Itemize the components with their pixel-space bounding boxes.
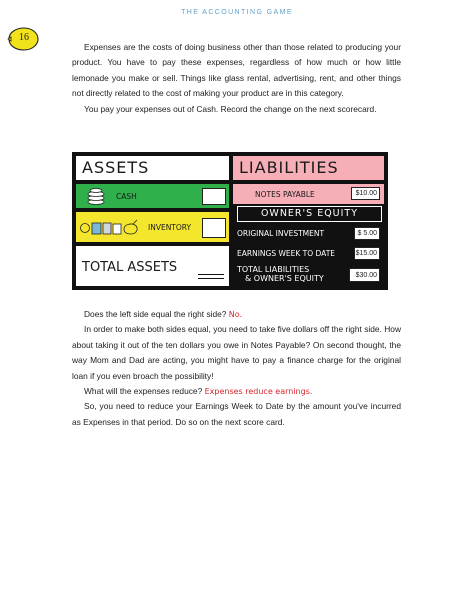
total-liabilities-row <box>233 264 384 286</box>
running-title: THE ACCOUNTING GAME <box>181 9 293 16</box>
earnings-label: EARNINGS WEEK TO DATE <box>237 249 336 258</box>
liabilities-title: LIABILITIES <box>233 156 384 180</box>
earnings-value: $15.00 <box>354 247 380 260</box>
original-investment-row <box>233 224 384 242</box>
original-investment-label: ORIGINAL INVESTMENT <box>237 229 325 238</box>
total-underline <box>198 278 224 279</box>
question-text: What will the expenses reduce? <box>84 386 203 397</box>
cash-stack-icon <box>86 187 106 210</box>
inventory-label: INVENTORY <box>148 223 192 232</box>
total-assets-row <box>76 246 229 286</box>
total-underline <box>198 274 224 275</box>
handwritten-answer: No. <box>228 310 243 319</box>
assets-column <box>76 156 229 286</box>
total-assets-label: TOTAL ASSETS <box>82 260 178 275</box>
page-number: 16 <box>19 32 29 43</box>
inventory-items-icon <box>79 219 143 242</box>
notes-payable-value: $10.00 <box>351 187 380 200</box>
handwritten-answer: Expenses reduce earnings. <box>204 387 313 397</box>
cash-label: CASH <box>116 192 137 201</box>
question-text: Does the left side equal the right side? <box>84 309 227 319</box>
cash-value-box[interactable] <box>202 188 226 205</box>
paragraph: So, you need to reduce your Earnings Week to Date by the amount you've incurred as Expenses in that period. Do so on the next score card. <box>72 401 401 427</box>
question-paragraph <box>72 307 401 322</box>
original-investment-value: $ 5.00 <box>354 227 380 240</box>
cash-row <box>76 184 229 208</box>
inventory-row <box>76 212 229 242</box>
liabilities-column <box>233 156 384 286</box>
paragraph: You pay your expenses out of Cash. Record the change on the next scorecard. <box>84 103 377 114</box>
paragraph: Expenses are the costs of doing business other than those related to producing your product. You have to pay these expenses, regardless of how much or how little lemonade you make or sell. Things like glass rental, advertising, rent, and other things not directly related to the cost of making your product are in this category. <box>72 42 401 99</box>
paragraph: In order to make both sides equal, you need to take five dollars off the right side. How about taking it out of the ten dollars you owe in Notes Payable? On second thought, the way Mom and Dad are acting, you might have to pay a finance charge for the original loan if you even broach the possibility! <box>72 324 401 381</box>
total-liabilities-line1: TOTAL LIABILITIES <box>237 265 310 274</box>
total-liabilities-value: $30.00 <box>349 268 380 282</box>
notes-payable-row <box>233 184 384 204</box>
total-liabilities-line2: & OWNER'S EQUITY <box>245 274 324 283</box>
assets-title: ASSETS <box>76 156 229 180</box>
notes-payable-label: NOTES PAYABLE <box>255 190 315 199</box>
question-paragraph <box>72 384 401 399</box>
inventory-value-box[interactable] <box>202 218 226 238</box>
owners-equity-title: OWNER'S EQUITY <box>237 206 382 222</box>
total-liabilities-label <box>237 265 324 283</box>
followup-text <box>72 307 401 430</box>
scorecard <box>72 152 388 290</box>
intro-text <box>72 40 401 117</box>
earnings-row <box>233 244 384 262</box>
